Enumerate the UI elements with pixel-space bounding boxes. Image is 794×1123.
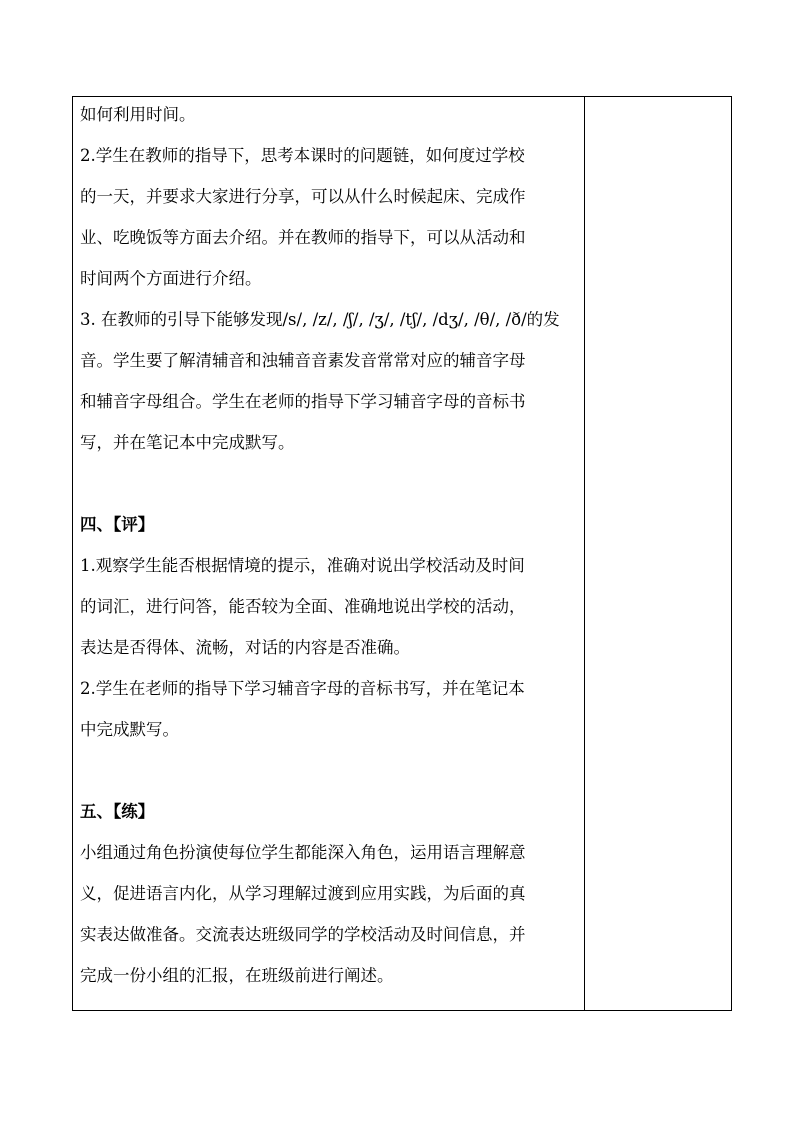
- text-line: 和辅音字母组合。学生在老师的指导下学习辅音字母的音标书: [80, 392, 526, 411]
- text-line: 2.学生在教师的指导下，思考本课时的问题链，如何度过学校: [80, 146, 525, 165]
- text-line: 时间两个方面进行介绍。: [80, 269, 262, 288]
- text-line: 小组通过角色扮演使每位学生都能深入角色，运用语言理解意: [80, 843, 526, 862]
- text-line: 2.学生在老师的指导下学习辅音字母的音标书写，并在笔记本: [80, 679, 525, 698]
- text-line: 1.观察学生能否根据情境的提示，准确对说出学校活动及时间: [80, 556, 525, 575]
- text-line: 实表达做准备。交流表达班级同学的学校活动及时间信息，并: [80, 925, 526, 944]
- notes-cell: [585, 97, 731, 1010]
- text-line: 义，促进语言内化，从学习理解过渡到应用实践，为后面的真: [80, 884, 526, 903]
- text-line: 写，并在笔记本中完成默写。: [80, 433, 295, 452]
- text-line: 如何利用时间。: [80, 105, 196, 124]
- text-line: 的一天，并要求大家进行分享，可以从什么时候起床、完成作: [80, 187, 526, 206]
- text-line: 中完成默写。: [80, 720, 179, 739]
- section-heading-lian: 五、【练】: [80, 802, 155, 821]
- lesson-plan-table: [72, 96, 732, 1011]
- text-line: 表达是否得体、流畅，对话的内容是否准确。: [80, 638, 410, 657]
- content-cell: [73, 97, 585, 1010]
- text-line: 音。学生要了解清辅音和浊辅音音素发音常常对应的辅音字母: [80, 351, 526, 370]
- section-heading-ping: 四、【评】: [80, 515, 155, 534]
- text-line: 3. 在教师的引导下能够发现/s/, /z/, /ʃ/, /ʒ/, /tʃ/, /dʒ/, /θ/, /ð/的发: [80, 310, 560, 329]
- text-line: 业、吃晚饭等方面去介绍。并在教师的指导下，可以从活动和: [80, 228, 526, 247]
- spacer: [80, 470, 578, 511]
- text-line: 的词汇，进行问答，能否较为全面、准确地说出学校的活动，: [80, 597, 526, 616]
- text-line: 完成一份小组的汇报，在班级前进行阐述。: [80, 966, 394, 985]
- spacer: [80, 757, 578, 798]
